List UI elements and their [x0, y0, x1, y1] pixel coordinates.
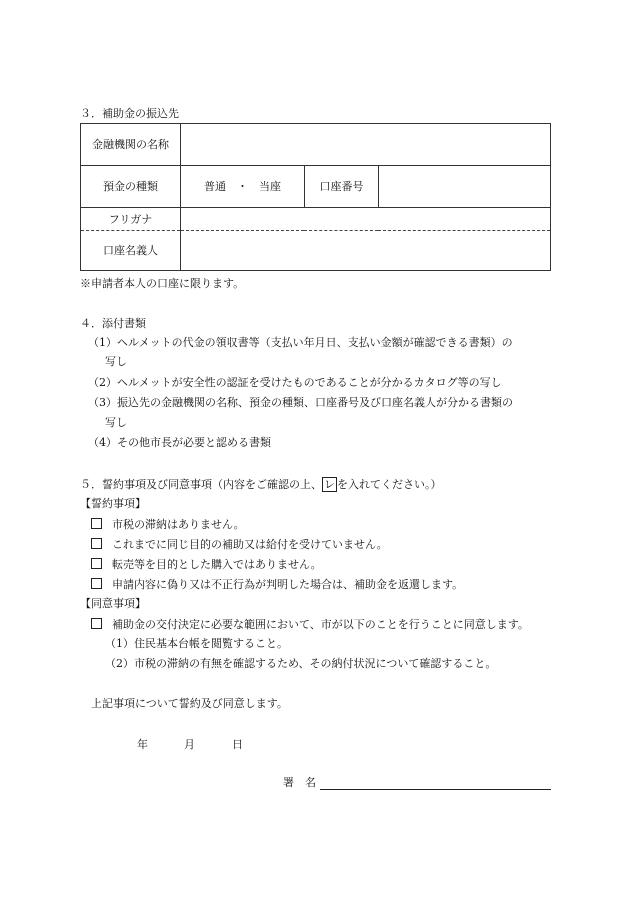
pledge-title: 【誓約事項】 — [80, 497, 146, 510]
consent-subitem: （1）住民基本台帳を閲覧すること。 — [105, 637, 288, 650]
account-holder-field[interactable] — [181, 231, 551, 271]
bank-transfer-table — [80, 123, 551, 271]
deposit-type-options[interactable]: 普通 ・ 当座 — [181, 166, 305, 208]
signature-label: 署 名 — [283, 776, 316, 789]
consent-subitem: （2）市税の滞納の有無を確認するため、その納付状況について確認すること。 — [105, 657, 497, 670]
pledge-text: 市税の滞納はありません。 — [112, 518, 245, 531]
consent-text: 補助金の交付決定に必要な範囲において、市が以下のことを行うことに同意します。 — [112, 618, 529, 631]
account-number-field[interactable] — [378, 166, 550, 208]
attachment-item: （1）ヘルメットの代金の領収書等（支払い年月日、支払い金額が確認できる書類）の — [88, 336, 513, 349]
attachment-item: （2）ヘルメットが安全性の認証を受けたものであることが分かるカタログ等の写し — [88, 376, 502, 389]
pledge-text: 転売等を目的とした購入ではありません。 — [112, 558, 322, 571]
bank-name-label: 金融機関の名称 — [81, 124, 181, 166]
attachment-item: （4）その他市長が必要と認める書類 — [88, 436, 271, 449]
section5-heading — [80, 477, 442, 492]
consent-title: 【同意事項】 — [80, 597, 146, 610]
pledge-text: 申請内容に偽り又は不正行為が判明した場合は、補助金を返還します。 — [112, 578, 464, 591]
section4-heading: ４．添付書類 — [80, 317, 146, 330]
pledge-item — [91, 518, 245, 530]
furigana-label: フリガナ — [81, 208, 181, 231]
bank-note: ※申請者本人の口座に限ります。 — [80, 277, 245, 290]
bank-name-field[interactable] — [181, 124, 551, 166]
pledge-checkbox[interactable] — [91, 578, 102, 589]
deposit-type-label: 預金の種類 — [81, 166, 181, 208]
consent-item — [91, 618, 529, 630]
account-number-label: 口座番号 — [304, 166, 378, 208]
pledge-checkbox[interactable] — [91, 518, 102, 529]
pledge-text: これまでに同じ目的の補助又は給付を受けていません。 — [112, 538, 388, 551]
attachment-item-cont: 写し — [105, 355, 127, 368]
section5-heading-pre: ５．誓約事項及び同意事項（内容をご確認の上、 — [80, 478, 322, 491]
pledge-item — [91, 578, 463, 590]
date-day-label: 日 — [232, 738, 243, 751]
date-year-label: 年 — [137, 738, 148, 751]
section3-heading: ３．補助金の振込先 — [80, 107, 179, 120]
signature-line[interactable] — [320, 789, 551, 790]
check-mark-sample: レ — [324, 478, 335, 491]
account-holder-label: 口座名義人 — [81, 231, 181, 271]
pledge-item — [91, 538, 388, 550]
furigana-field[interactable] — [181, 208, 551, 231]
section5-heading-post: を入れてください。） — [337, 478, 442, 491]
date-month-label: 月 — [184, 738, 195, 751]
attachment-item: （3）振込先の金融機関の名称、預金の種類、口座番号及び口座名義人が分かる書類の — [88, 396, 513, 409]
pledge-item — [91, 558, 322, 570]
attachment-item-cont: 写し — [105, 416, 127, 429]
pledge-checkbox[interactable] — [91, 538, 102, 549]
consent-checkbox[interactable] — [91, 618, 102, 629]
pledge-checkbox[interactable] — [91, 558, 102, 569]
agreement-statement: 上記事項について誓約及び同意します。 — [91, 697, 288, 710]
